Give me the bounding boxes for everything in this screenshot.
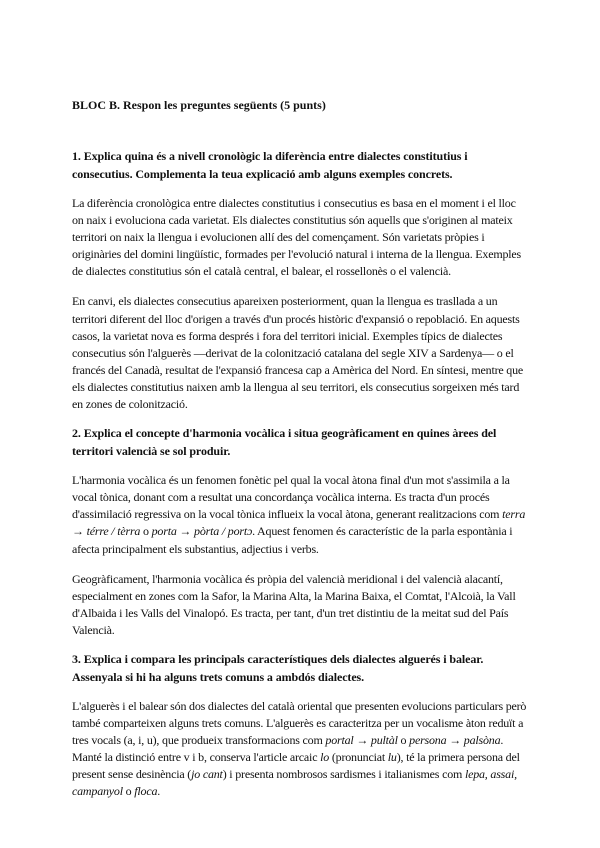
text-run: . Manté la distinció entre v i b, conserva l'article arcaic <box>72 733 504 765</box>
example-term: lo <box>320 750 330 765</box>
answer-1-paragraph-2: En canvi, els dialectes consecutius apareixen posteriorment, quan la llengua es trasllada a un territori diferent del lloc d'origen a través d'un procés històric d'expansió o repoblació. En aquests casos, la varietat nova es forma després i fora del territori inicial. Exemples típics de dialectes consecutius són l'alguerès —derivat de la colonització catalana del segle XIV a Sardenya— o el francés del Canadà, resultat de l'expansió francesa cap a Amèrica del Nord. En síntesi, mentre que els dialectes constitutius naixen amb la llengua al seu territori, els consecutius sorgeixen més tard en zones de colonització. <box>72 294 524 412</box>
question-1-title: 1. Explica quina és a nivell cronològic la diferència entre dialectes constitutius i consecutius. Complementa la teua explicació amb alguns exemples concrets. <box>72 149 468 181</box>
question-3-title: 3. Explica i compara les principals característiques dels dialectes alguerés i balear. Assenyala si hi ha alguns trets comuns a ambdós dialectes. <box>72 651 484 684</box>
answer-1-paragraph-1: La diferència cronològica entre dialectes constitutius i consecutius es basa en el moment i el lloc on naix i evoluciona cada varietat. Els dialectes constitutius són aquells que s'originen al mateix territori on naix la llengua i evolucionen allí des del començament. Són varietats pròpies i originàries del domini lingüístic, formades per l'evolució natural i interna de la llengua. Exemples de dialectes constitutius són el català central, el balear, el rossellonès o el valencià. <box>72 196 522 279</box>
text-run: . <box>157 784 161 799</box>
answer-2-paragraph-2: Geogràficament, l'harmonia vocàlica és pròpia del valencià meridional i del valencià alacantí, especialment en zones com la Safor, la Marina Alta, la Marina Baixa, el Comtat, l'Alcoià, la Vall d'Albaida i les Valls del Vinalopó. Es tracta, per tant, d'un tret distintiu de la meitat sud del País Valencià. <box>72 571 516 637</box>
answer-2-paragraph-1 <box>72 472 528 557</box>
text-run: ) i presenta nombrosos sardismes i italianismes com <box>222 767 465 782</box>
text-run: . Aquest fenomen és característic de la parla espontània i afecta principalment els substantius, adjectius i verbs. <box>72 524 513 556</box>
example-term: persona → palsòna <box>409 733 501 748</box>
example-term: floca <box>134 784 158 799</box>
example-term: jo cant <box>191 767 223 782</box>
example-term: lepa, assai, campanyol <box>72 767 517 799</box>
text-run: ), té la primera persona del present sense desinència ( <box>72 750 520 782</box>
text-run: o <box>140 524 152 539</box>
text-run: o <box>122 784 135 799</box>
answer-3-paragraph-1 <box>72 698 528 801</box>
text-run: (pronunciat <box>329 750 388 765</box>
text-run: o <box>397 733 410 748</box>
example-term: terra → térre / tèrra <box>72 507 526 539</box>
example-term: lu <box>387 750 397 765</box>
example-term: portal → pultàl <box>325 733 398 748</box>
bloc-title: BLOC B. Respon les preguntes següents (5 punts) <box>72 98 326 112</box>
example-term: porta → pòrta / portɔ <box>151 524 253 539</box>
text-run: L'alguerès i el balear són dos dialectes del català oriental que presenten evolucions particulars però també comparteixen alguns trets comuns. L'alguerès es caracteritza per un vocalisme àton reduït a tres vocals (a, i, u), que produeix transformacions com <box>72 698 527 748</box>
text-run: L'harmonia vocàlica és un fenomen fonètic pel qual la vocal àtona final d'un mot s'assimila a la vocal tònica, donant com a resultat una concordança vocàlica interna. Es tracta d'un procés d'assimilació regressiva on la vocal tònica influeix la vocal àtona, generant realitzacions com <box>72 473 510 522</box>
question-2-title: 2. Explica el concepte d'harmonia vocàlica i situa geogràficament en quines àrees del territori valencià se sol produir. <box>72 426 497 459</box>
